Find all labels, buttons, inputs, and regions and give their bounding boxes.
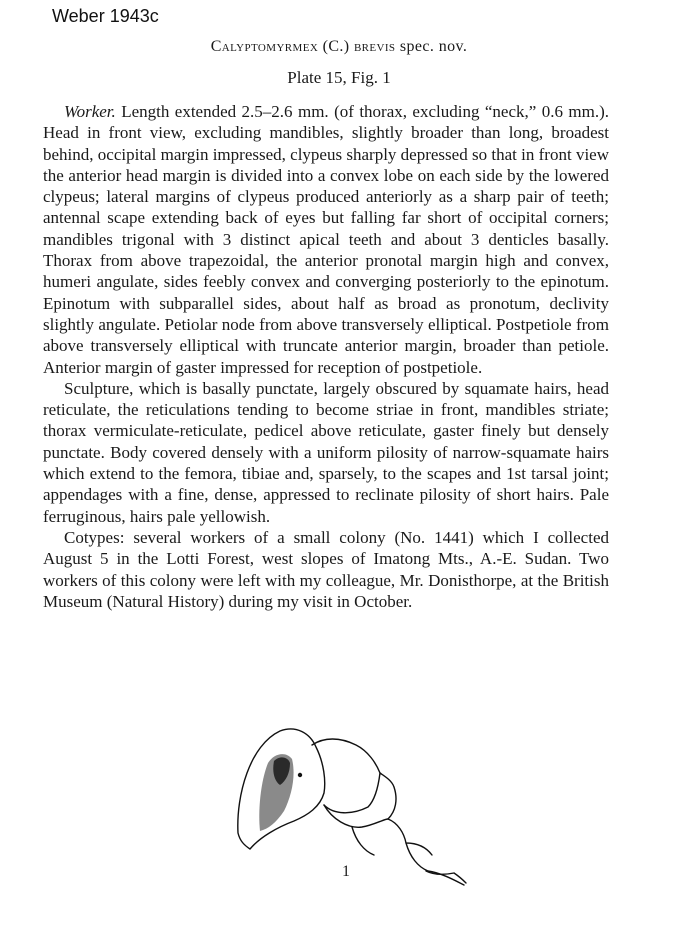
petiole-outline (388, 819, 432, 855)
citation-label: Weber 1943c (52, 6, 159, 26)
spec-nov-label: spec. nov. (399, 38, 468, 55)
stipple-region (259, 754, 293, 831)
thorax-outline (312, 739, 380, 813)
description-body (43, 101, 609, 612)
sculpture-paragraph: Sculpture, which is basally punctate, largely obscured by squamate hairs, head reticulate, the reticulations tending to become striae in front, mandibles striate; thorax vermiculate-reticulate, pedicel above reticulate, gaster finely but densely punctate. Body covered densely with a uniform pilosity of narrow-squamate hairs which extend to the femora, tibiae and, sparsely, to the scapes and 1st tarsal joint; appendages with a fine, dense, appressed to reclinate pilosity of short hairs. Pale ferruginous, hairs pale yellowish. (43, 378, 609, 526)
cotypes-paragraph: Cotypes: several workers of a small colony (No. 1441) which I collected August 5 in the Lotti Forest, west slopes of Imatong Mts., A.-E. Sudan. Two workers of this colony were left with my colleague, Mr. Donisthorpe, at the British Museum (Natural History) during my visit in October. (43, 527, 609, 611)
specimen-figure (228, 715, 470, 915)
worker-lead: Worker. (64, 102, 116, 121)
figure-number: 1 (342, 863, 350, 880)
leg-outline (352, 827, 374, 855)
subgenus-name: (C.) (322, 38, 350, 55)
ant-drawing (228, 715, 470, 915)
genus-name: Calyptomyrmex (210, 38, 319, 55)
thorax-back (380, 773, 396, 819)
gaster-outline (406, 843, 464, 885)
plate-reference: Plate 15, Fig. 1 (287, 68, 391, 87)
worker-paragraph (43, 101, 609, 378)
worker-text: Length extended 2.5–2.6 mm. (of thorax, excluding “neck,” 0.6 mm.). Head in front view, excluding mandibles, slightly broader than long, broadest behind, occipital margin impressed, clypeus sharply depressed so that in front view the anterior head margin is divided into a convex lobe on each side by the lowered clypeus; lateral margins of clypeus produced anteriorly as a sharp pair of teeth; antennal scape extending back of eyes but falling far short of occipital corners; mandibles trigonal with 3 distinct apical teeth and about 3 denticles basally. Thorax from above trapezoidal, the anterior pronotal margin high and convex, humeri angulate, sides feebly convex and converging posteriorly to the epinotum. Epinotum with subparallel sides, about half as broad as pronotum, declivity slightly angulate. Petiolar node from above transversely elliptical. Postpetiole from above transversely elliptical with truncate anterior margin, broader than petiole. Anterior margin of gaster impressed for reception of postpetiole. (43, 102, 609, 377)
eye-dot (298, 773, 302, 777)
species-name: brevis (353, 38, 396, 55)
species-title (0, 38, 678, 56)
coxa-outline (324, 805, 388, 827)
